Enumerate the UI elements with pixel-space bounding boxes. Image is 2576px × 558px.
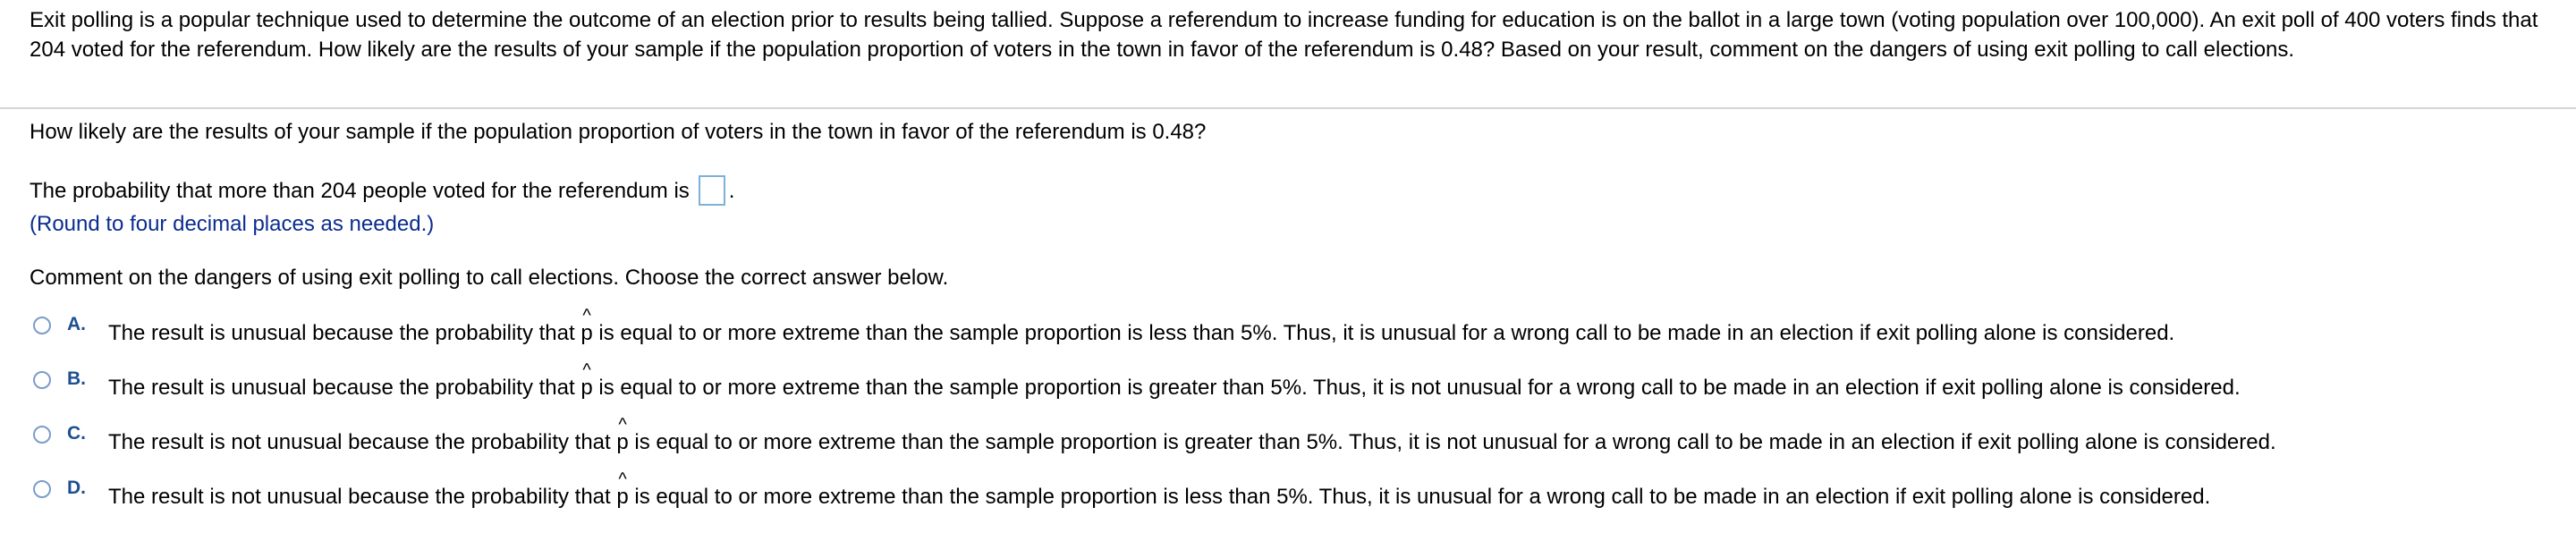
option-d-text-after: is equal to or more extreme than the sample proportion is less than 5%. Thus, it is unusual for a wrong call to be made in an election if exit polling alone is considered. — [628, 485, 2211, 509]
rounding-hint: (Round to four decimal places as needed.) — [30, 212, 435, 236]
hat-caret: ^ — [618, 469, 627, 489]
option-a-text-before: The result is unusual because the probability that — [108, 321, 581, 345]
comment-prompt: Comment on the dangers of using exit polling to call elections. Choose the correct answer below. — [30, 266, 949, 290]
option-d-text-before: The result is not unusual because the probability that — [108, 485, 617, 509]
option-b[interactable] — [33, 360, 2555, 405]
p-letter: p — [580, 321, 593, 345]
option-b-text-before: The result is unusual because the probability that — [108, 376, 581, 400]
p-letter: p — [616, 430, 629, 454]
option-a[interactable] — [33, 306, 2555, 351]
option-b-radio[interactable] — [33, 371, 51, 389]
probability-prefix: The probability that more than 204 people voted for the referendum is — [30, 178, 690, 203]
option-c[interactable] — [33, 415, 2555, 460]
option-b-text — [108, 360, 2241, 402]
option-d[interactable] — [33, 469, 2555, 514]
p-hat-symbol — [616, 415, 629, 457]
option-b-letter: B. — [67, 368, 86, 389]
option-a-text — [108, 306, 2175, 348]
option-d-letter: D. — [67, 478, 86, 498]
option-c-text-after: is equal to or more extreme than the sample proportion is greater than 5%. Thus, it is not unusual for a wrong call to be made in an election if exit polling alone is considered. — [628, 430, 2276, 454]
p-hat-symbol — [580, 360, 593, 402]
option-b-text-after: is equal to or more extreme than the sample proportion is greater than 5%. Thus, it is not unusual for a wrong call to be made in an election if exit polling alone is considered. — [592, 376, 2241, 400]
p-hat-symbol — [616, 469, 629, 512]
option-c-text — [108, 415, 2276, 457]
hat-caret: ^ — [618, 415, 627, 435]
hat-caret: ^ — [582, 360, 591, 380]
option-c-radio[interactable] — [33, 426, 51, 444]
p-letter: p — [616, 485, 629, 509]
option-c-text-before: The result is not unusual because the probability that — [108, 430, 617, 454]
option-a-text-after: is equal to or more extreme than the sample proportion is less than 5%. Thus, it is unusual for a wrong call to be made in an election if exit polling alone is considered. — [592, 321, 2175, 345]
probability-line — [30, 175, 734, 206]
question-text: How likely are the results of your sample if the population proportion of voters in the town in favor of the referendum is 0.48? — [30, 120, 1207, 144]
probability-answer-input[interactable] — [699, 175, 725, 206]
hat-caret: ^ — [582, 306, 591, 326]
p-hat-symbol — [580, 306, 593, 348]
probability-suffix: . — [728, 178, 735, 203]
problem-statement: Exit polling is a popular technique used to determine the outcome of an election prior to results being tallied. Suppose a referendum to increase funding for education is on the ballot in a large town (voting population over 100,000). An exit poll of 400 voters finds that 204 voted for the referendum. How likely are the results of your sample if the population proportion of voters in the town in favor of the referendum is 0.48? Based on your result, comment on the dangers of using exit polling to call elections. — [30, 8, 2538, 62]
option-a-letter: A. — [67, 314, 86, 334]
p-letter: p — [580, 376, 593, 400]
option-d-text — [108, 469, 2211, 512]
option-d-radio[interactable] — [33, 480, 51, 498]
section-divider — [0, 107, 2576, 109]
option-c-letter: C. — [67, 423, 86, 444]
option-a-radio[interactable] — [33, 317, 51, 334]
